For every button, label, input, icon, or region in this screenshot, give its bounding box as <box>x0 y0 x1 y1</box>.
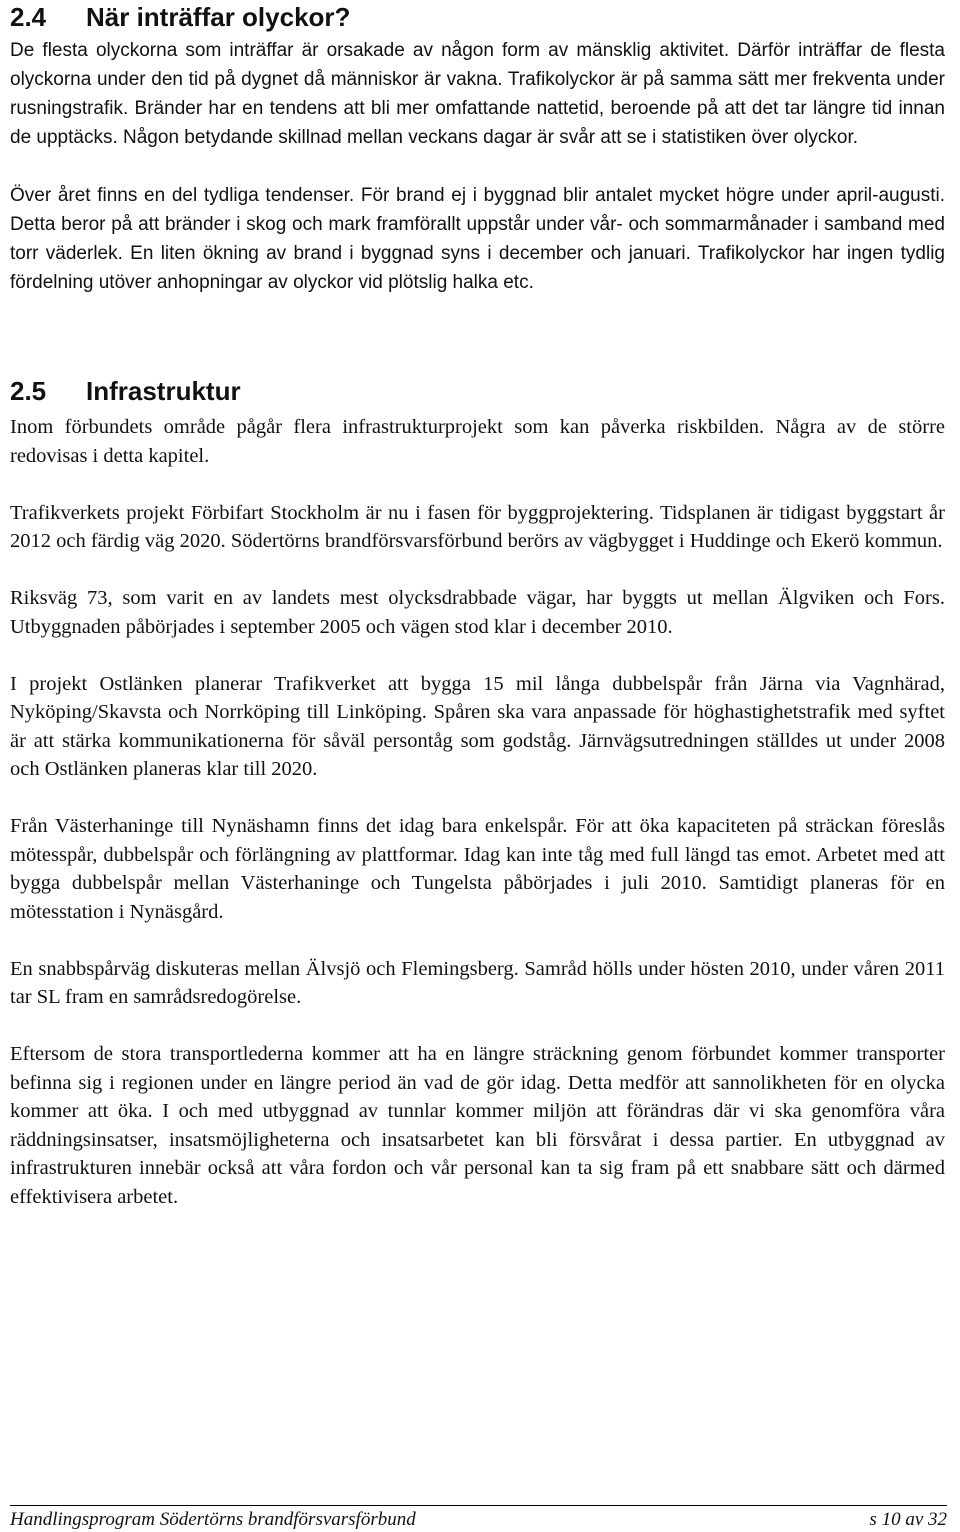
page-footer <box>10 1505 947 1532</box>
paragraph: De flesta olyckorna som inträffar är orsakade av någon form av mänsklig aktivitet. Därför inträffar de flesta olyckorna under den tid på dygnet då människor är vakna. Trafikolyckor är på samma sätt mer frekventa under rusningstrafik. Bränder har en tendens att bli mer omfattande nattetid, beroende på att det tar längre tid innan de upptäcks. Någon betydande skillnad mellan veckans dagar är svår att se i statistiken över olyckor. <box>10 40 945 148</box>
section-body-2-4 <box>10 36 945 297</box>
paragraph: Från Västerhaninge till Nynäshamn finns det idag bara enkelspår. För att öka kapaciteten på sträckan föreslås mötesspår, dubbelspår och förlängning av plattformar. Idag kan inte tåg med full längd tas emot. Arbetet med att bygga dubbelspår mellan Västerhaninge och Tungelsta påbörjades i juli 2010. Samtidigt planeras för en mötesstation i Nynäsgård. <box>10 815 945 923</box>
section-number: 2.4 <box>10 2 47 32</box>
paragraph: Eftersom de stora transportlederna kommer att ha en längre sträckning genom förbundet kommer transporter befinna sig i regionen under en längre period än vad de gör idag. Detta medför att sannolikheten för en olycka kommer att öka. I och med utbyggnad av tunnlar kommer miljön att förändras där vi ska genomföra våra räddningsinsatser, insatsmöjligheterna och insatsarbetet kan bli försvårat i dessa partier. En utbyggnad av infrastrukturen innebär också att våra fordon och vår personal kan ta sig fram på ett snabbare sätt och därmed effektivisera arbetet. <box>10 1043 945 1208</box>
section-number: 2.5 <box>10 376 47 406</box>
paragraph: Över året finns en del tydliga tendenser. För brand ej i byggnad blir antalet mycket högre under april-augusti. Detta beror på att bränder i skog och mark framförallt uppstår under vår- och sommarmånader i samband med torr väderlek. En liten ökning av brand i byggnad syns i december och januari. Trafikolyckor har ingen tydlig fördelning utöver anhopningar av olyckor vid plötslig halka etc. <box>10 185 945 293</box>
footer-document-title: Handlingsprogram Södertörns brandförsvarsförbund <box>10 1509 416 1530</box>
section-title: När inträffar olyckor? <box>86 2 351 32</box>
paragraph: Inom förbundets område pågår flera infrastrukturprojekt som kan påverka riskbilden. Några av de större redovisas i detta kapitel. <box>10 416 945 467</box>
paragraph: Riksväg 73, som varit en av landets mest olycksdrabbade vägar, har byggts ut mellan Älgviken och Fors. Utbyggnaden påbörjades i september 2005 och vägen stod klar i december 2010. <box>10 587 945 638</box>
section-heading-2-4 <box>10 0 350 34</box>
section-title: Infrastruktur <box>86 376 241 406</box>
section-heading-2-5 <box>10 374 241 408</box>
paragraph: En snabbspårväg diskuteras mellan Älvsjö och Flemingsberg. Samråd hölls under hösten 2010, under våren 2011 tar SL fram en samrådsredogörelse. <box>10 957 945 1008</box>
paragraph: I projekt Ostlänken planerar Trafikverket att bygga 15 mil långa dubbelspår från Järna via Vagnhärad, Nyköping/Skavsta och Norrköping till Linköping. Spåren ska vara anpassade för höghastighetstrafik med syftet är att stärka kommunikationerna för såväl persontåg som godståg. Järnvägsutredningen ställdes ut under 2008 och Ostlänken planeras klar till 2020. <box>10 672 945 780</box>
section-body-2-5 <box>10 413 945 1211</box>
paragraph: Trafikverkets projekt Förbifart Stockholm är nu i fasen för byggprojektering. Tidsplanen är tidigast byggstart år 2012 och färdig väg 2020. Södertörns brandförsvarsförbund berörs av vägbygget i Huddinge och Ekerö kommun. <box>10 501 945 552</box>
footer-page-number: s 10 av 32 <box>869 1509 947 1530</box>
